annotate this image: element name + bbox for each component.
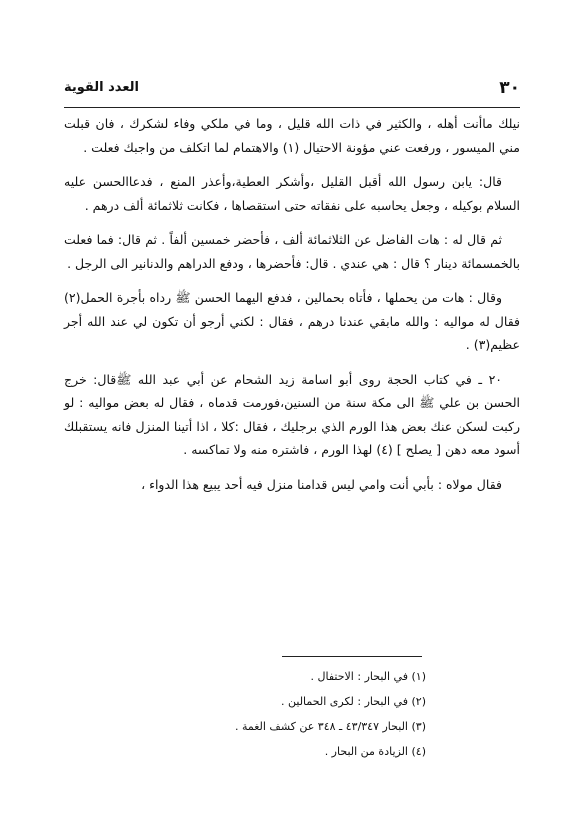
footnote-rule bbox=[282, 656, 422, 657]
paragraph: نيلك ماأنت أهله ، والكثير في ذات الله قليل ، وما في ملكي وفاء لشكرك ، فان قبلت مني الميسور ، ورفعت عني مؤونة الاحتيال (١) والاهتمام لما اتكلف من واجبك فعلت . bbox=[64, 116, 520, 155]
page-number: ٣٠ bbox=[499, 78, 520, 98]
footnote: (١) في البحار : الاحتفال . bbox=[310, 670, 426, 683]
paragraph: فقال مولاه : بأبي أنت وامي ليس قدامنا منزل فيه أحد يبيع هذا الدواء ، bbox=[141, 476, 502, 492]
paragraph: ٢٠ ـ في كتاب الحجة روى أبو اسامة زيد الشحام عن أبي عبد الله ﷺقال: خرج الحسن بن علي ﷺ الى مكة سنة من السنين،فورمت قدماه ، فقال له بعض مواليه : لو ركبت لسكن عنك بعض هذا الورم الذي برجليك ، فقال :كلا ، اذا أتينا المنزل فانه يستقبلك أسود معه دهن [ يصلح ] (٤) لهذا الورم ، فاشتره منه ولا تماكسه . bbox=[64, 371, 520, 457]
paragraph: ثم قال له : هات الفاضل عن الثلاثمائة ألف ، فأحضر خمسين ألفاً . ثم قال: فما فعلت بالخمسمائة دينار ؟ قال : هي عندي . قال: فأحضرها ، ودفع الدراهم والدنانير الى الرجل . bbox=[64, 232, 520, 271]
footnote: (٢) في البحار : لكرى الحمالين . bbox=[281, 695, 426, 708]
footnote: (٤) الزيادة من البحار . bbox=[324, 745, 426, 758]
footnotes bbox=[126, 664, 426, 764]
paragraph: وقال : هات من يحملها ، فأتاه بحمالين ، فدفع اليهما الحسن ﷺ رداه بأجرة الحمل(٢) فقال له مواليه : والله مابقي عندنا درهم ، فقال : لكني أرجو أن تكون لي عند الله أجر عظيم(٣) . bbox=[64, 290, 520, 352]
header-rule bbox=[64, 107, 520, 108]
running-title: العدد القوية bbox=[64, 80, 139, 95]
footnote: (٣) البحار ٤٣/٣٤٧ ـ ٣٤٨ عن كشف الغمة . bbox=[234, 720, 426, 733]
page-header bbox=[64, 78, 520, 104]
paragraph: قال: يابن رسول الله أقبل القليل ،وأشكر العطية،وأعذر المنع ، فدعاالحسن عليه السلام بوكيله ، وجعل يحاسبه على نفقاته حتى استقصاها ، فكانت ثلاثمائة ألف درهم . bbox=[64, 174, 520, 213]
body-text bbox=[64, 112, 520, 507]
